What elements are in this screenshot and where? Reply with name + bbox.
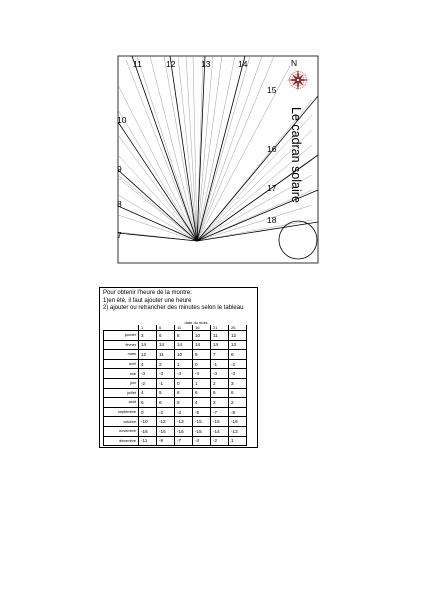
table-row [104,436,247,446]
value-cell: -5 [193,407,211,417]
value-cell: 5 [175,398,193,408]
column-header: 6 [157,325,175,331]
hour-label: 13 [201,59,211,69]
half-hour-line [150,56,197,241]
half-hour-line [197,56,262,241]
value-cell: 9 [193,350,211,360]
value-cell: 0 [175,378,193,388]
value-cell: 7 [211,350,229,360]
value-cell: 14 [157,340,175,350]
month-cell: mars [104,350,139,360]
value-cell: 2 [157,359,175,369]
hour-label: 18 [267,215,277,225]
hour-line [118,170,197,241]
value-cell: 4 [139,388,157,398]
hour-line [170,56,197,241]
hour-label: 11 [133,59,142,69]
value-cell: -9 [229,407,247,417]
month-cell: juillet [104,388,139,398]
table-row [104,398,247,408]
value-cell: -3 [157,369,175,379]
hour-label: 7 [117,230,122,240]
value-cell: -16 [139,426,157,436]
value-cell: 0 [139,407,157,417]
north-label: N [291,58,298,68]
value-cell: 14 [211,340,229,350]
value-cell: 14 [139,340,157,350]
half-hour-line [137,56,197,241]
value-cell: -14 [211,426,229,436]
table-row [104,407,247,417]
month-cell: septembre [104,407,139,417]
half-hour-line [193,56,197,241]
value-cell: 10 [175,350,193,360]
table-row [104,359,247,369]
table-row [104,350,247,360]
value-cell: -2 [211,436,229,446]
value-cell: -4 [175,369,193,379]
column-group-header: date du mois [184,320,208,325]
half-hour-line [164,56,197,241]
value-cell: 3 [229,378,247,388]
month-cell: octobre [104,417,139,427]
hour-lines [118,56,318,241]
value-cell: 6 [229,388,247,398]
column-header: 26 [229,325,247,331]
value-cell: -13 [229,426,247,436]
value-cell: -15 [211,417,229,427]
column-header: 11 [175,325,193,331]
value-cell: -2 [229,359,247,369]
half-hour-line [118,135,197,241]
hour-label: 17 [267,183,277,193]
value-cell: -4 [193,436,211,446]
value-cell: 12 [229,331,247,341]
dial-title: Le cadran solaire [289,107,303,203]
value-cell: 3 [211,398,229,408]
value-cell: -15 [193,417,211,427]
half-hour-line [118,178,197,241]
value-cell: 6 [157,331,175,341]
value-cell: -7 [211,407,229,417]
value-cell: -3 [175,407,193,417]
value-cell: 12 [139,350,157,360]
month-cell: juin [104,378,139,388]
table-row [104,340,247,350]
hour-label: 8 [117,199,122,209]
value-cell: 1 [229,436,247,446]
compass-rose-icon [287,69,309,91]
intro-line-3: 2) ajouter ou retrancher des minutes selon le tableau [103,305,244,312]
value-cell: 5 [157,388,175,398]
month-cell: décembre [104,436,139,446]
half-hour-line [197,56,235,241]
hour-line [132,56,197,241]
value-cell: 0 [193,359,211,369]
value-cell: 6 [211,388,229,398]
value-cell: -16 [229,417,247,427]
value-cell: 1 [193,378,211,388]
sundial-diagram [0,0,424,270]
value-cell: 14 [193,340,211,350]
value-cell: -12 [157,417,175,427]
table-body [104,331,247,446]
value-cell: -9 [157,436,175,446]
value-cell: 11 [157,350,175,360]
half-hour-line [118,85,197,241]
month-cell: novembre [104,426,139,436]
value-cell: 1 [175,359,193,369]
table-row [104,369,247,379]
hour-label: 9 [117,164,122,174]
value-cell: 14 [175,340,193,350]
month-cell: février [104,340,139,350]
month-cell: août [104,398,139,408]
value-cell: 4 [139,359,157,369]
value-cell: 6 [229,350,247,360]
value-cell: 8 [175,331,193,341]
hour-label: 14 [238,59,248,69]
value-cell: 6 [157,398,175,408]
value-cell: 6 [139,398,157,408]
value-cell: -16 [157,426,175,436]
column-header: 21 [211,325,229,331]
intro-line-2: 1)en été, il faut ajouter une heure [103,297,192,304]
value-cell: -1 [157,378,175,388]
correction-table-box [99,287,258,448]
value-cell: -1 [211,359,229,369]
hour-line [197,222,318,241]
value-cell: -16 [175,426,193,436]
hour-label: 12 [166,59,176,69]
value-cell: -13 [175,417,193,427]
table-row [104,426,247,436]
value-cell: -15 [193,426,211,436]
month-cell: janvier [104,331,139,341]
table-row [104,331,247,341]
value-cell: -11 [139,436,157,446]
table-row [104,388,247,398]
value-cell: 2 [229,398,247,408]
value-cell: 4 [193,398,211,408]
value-cell: 2 [211,378,229,388]
value-cell: 10 [193,331,211,341]
hour-label: 16 [267,144,277,154]
value-cell: 6 [193,388,211,398]
month-cell: mai [104,369,139,379]
intro-text [103,290,243,313]
table-row [104,378,247,388]
value-cell: 11 [211,331,229,341]
value-cell: 3 [139,331,157,341]
column-header: 16 [193,325,211,331]
value-cell: -3 [229,369,247,379]
column-header: 1 [139,325,157,331]
value-cell: -3 [139,369,157,379]
value-cell: -4 [193,369,211,379]
value-cell: -2 [139,378,157,388]
month-cell: avril [104,359,139,369]
table-row [104,417,247,427]
value-cell: -3 [211,369,229,379]
intro-line-1: Pour obtenir l'heure de la montre: [103,290,192,296]
value-cell: -10 [139,417,157,427]
value-cell: 6 [175,388,193,398]
value-cell: 13 [229,340,247,350]
hour-label: 10 [117,115,127,125]
value-cell: -7 [175,436,193,446]
hour-labels [117,59,277,240]
correction-table [103,325,247,446]
dial-disc [279,221,317,259]
hour-label: 15 [267,85,277,95]
value-cell: -2 [157,407,175,417]
